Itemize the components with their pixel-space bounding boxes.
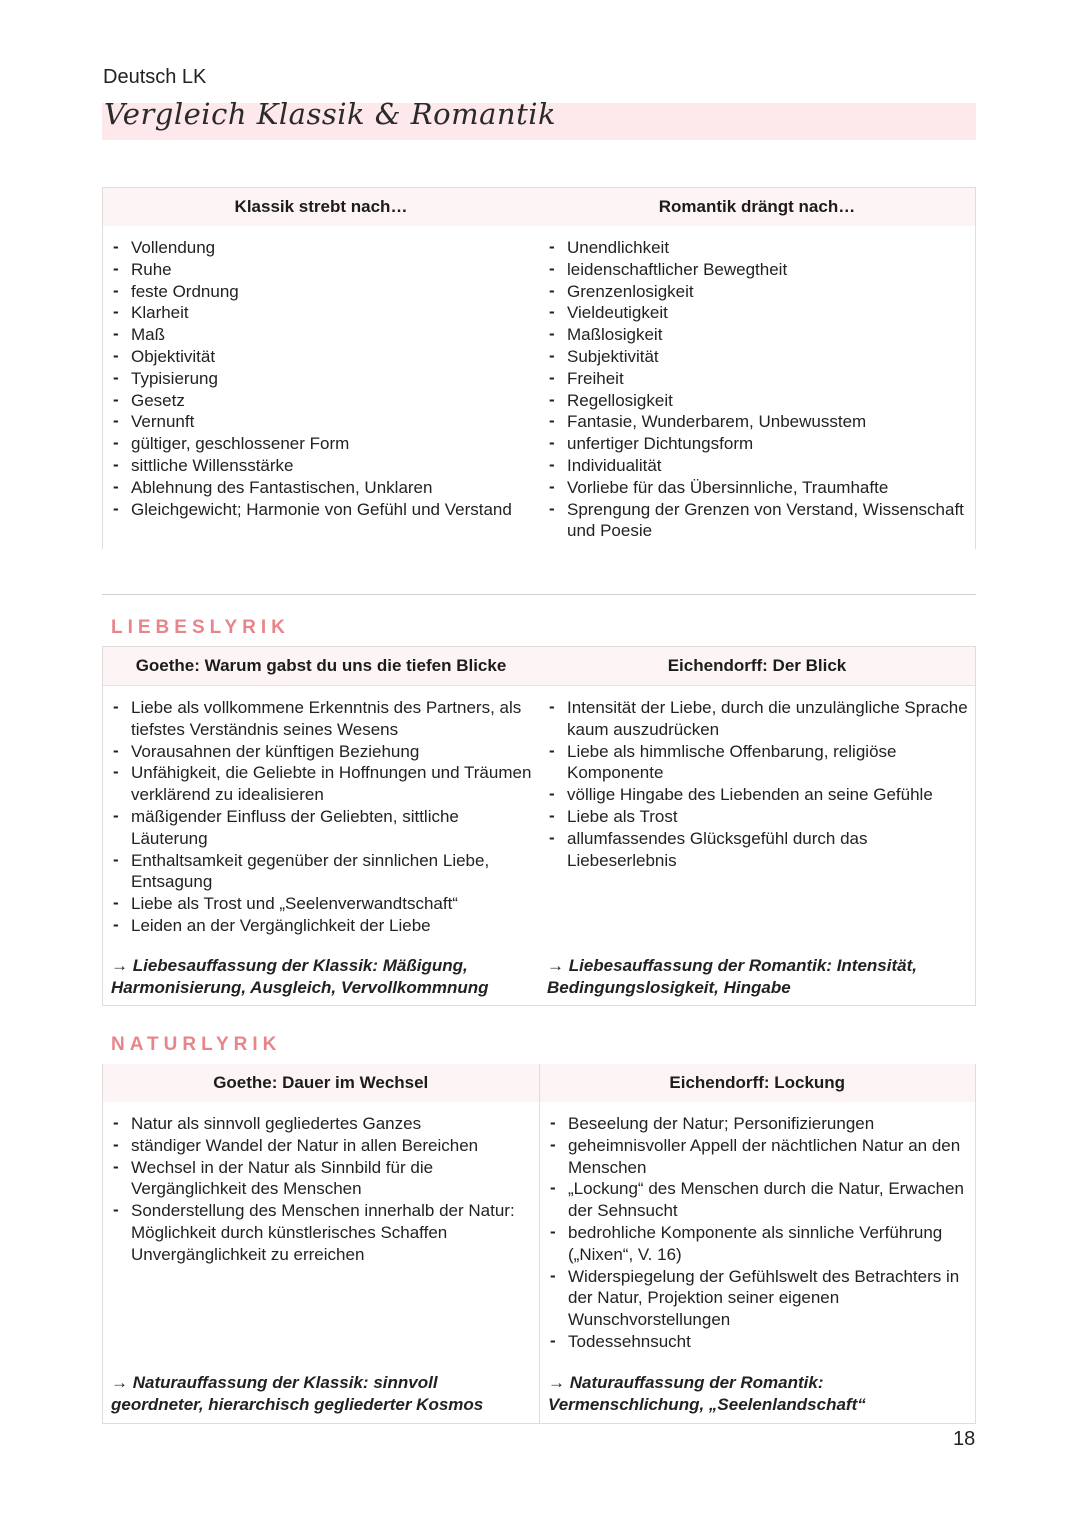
list-item: - geheimnisvoller Appell der nächtlichen Natur an den Menschen	[548, 1135, 969, 1179]
naturlyrik-header	[103, 1064, 975, 1102]
list-item: - leidenschaftlicher Bewegtheit	[547, 259, 969, 281]
liebeslyrik-title: LIEBESLYRIK	[111, 617, 290, 638]
romantik-natur-summary: → Naturauffassung der Romantik: Vermenschlichung, „Seelenlandschaft“	[548, 1373, 866, 1414]
goethe-blicke-list	[111, 697, 533, 937]
list-item: - völlige Hingabe des Liebenden an seine Gefühle	[547, 784, 969, 806]
course-label: Deutsch LK	[103, 66, 207, 88]
naturlyrik-title: NATURLYRIK	[111, 1034, 282, 1055]
list-item: - Unfähigkeit, die Geliebte in Hoffnungen und Träumen verklärend zu idealisieren	[111, 762, 533, 806]
list-item: - Gesetz	[111, 390, 533, 412]
comparison-header	[103, 188, 975, 226]
list-item: - Vorliebe für das Übersinnliche, Traumhafte	[547, 477, 969, 499]
klassik-natur-summary: → Naturauffassung der Klassik: sinnvoll geordneter, hierarchisch gegliederter Kosmos	[111, 1373, 484, 1414]
romantik-heading: Romantik drängt nach…	[658, 197, 856, 216]
klassik-list	[111, 237, 533, 520]
list-item: - Fantasie, Wunderbarem, Unbewusstem	[547, 411, 969, 433]
list-item: - Unendlichkeit	[547, 237, 969, 259]
list-item: - Ruhe	[111, 259, 533, 281]
list-item: - Vernunft	[111, 411, 533, 433]
list-item: - Regellosigkeit	[547, 390, 969, 412]
list-item: - Wechsel in der Natur als Sinnbild für die Vergänglichkeit des Menschen	[111, 1157, 533, 1201]
list-item: - Gleichgewicht; Harmonie von Gefühl und Verstand	[111, 499, 533, 521]
list-item: - Intensität der Liebe, durch die unzulängliche Sprache kaum auszudrücken	[547, 697, 969, 741]
klassik-heading: Klassik strebt nach…	[234, 197, 408, 216]
list-item: - Liebe als Trost und „Seelenverwandtschaft“	[111, 893, 533, 915]
list-item: - Vorausahnen der künftigen Beziehung	[111, 741, 533, 763]
list-item: - feste Ordnung	[111, 281, 533, 303]
list-item: - Maß	[111, 324, 533, 346]
liebeslyrik-table	[102, 646, 976, 1006]
list-item: - Beseelung der Natur; Personifizierungen	[548, 1113, 969, 1135]
list-item: - mäßigender Einfluss der Geliebten, sittliche Läuterung	[111, 806, 533, 850]
list-item: - Vieldeutigkeit	[547, 302, 969, 324]
list-item: - gültiger, geschlossener Form	[111, 433, 533, 455]
list-item: - unfertiger Dichtungsform	[547, 433, 969, 455]
list-item: - Grenzenlosigkeit	[547, 281, 969, 303]
list-item: - Natur als sinnvoll gegliedertes Ganzes	[111, 1113, 533, 1135]
list-item: - Liebe als Trost	[547, 806, 969, 828]
eichendorff-lockung-column	[539, 1102, 975, 1423]
list-item: - Freiheit	[547, 368, 969, 390]
list-item: - Todessehnsucht	[548, 1331, 969, 1353]
section-divider	[102, 594, 976, 595]
eichendorff-lockung-list	[548, 1113, 969, 1353]
list-item: - Widerspiegelung der Gefühlswelt des Betrachters in der Natur, Projektion seiner eigenen Wunschvorstellungen	[548, 1266, 969, 1331]
list-item: - Maßlosigkeit	[547, 324, 969, 346]
list-item: - Objektivität	[111, 346, 533, 368]
page-number: 18	[953, 1428, 976, 1450]
romantik-list	[547, 237, 969, 542]
list-item: - Enthaltsamkeit gegenüber der sinnlichen Liebe, Entsagung	[111, 850, 533, 894]
list-item: - allumfassendes Glücksgefühl durch das Liebeserlebnis	[547, 828, 969, 872]
list-item: - Individualität	[547, 455, 969, 477]
list-item: - ständiger Wandel der Natur in allen Bereichen	[111, 1135, 533, 1157]
list-item: - sittliche Willensstärke	[111, 455, 533, 477]
romantik-column	[539, 226, 975, 542]
list-item: - Klarheit	[111, 302, 533, 324]
list-item: - Sonderstellung des Menschen innerhalb der Natur: Möglichkeit durch künstlerisches Schaffen Unvergänglichkeit zu erreichen	[111, 1200, 533, 1265]
list-item: - Subjektivität	[547, 346, 969, 368]
list-item: - Liebe als himmlische Offenbarung, religiöse Komponente	[547, 741, 969, 785]
liebeslyrik-header	[103, 647, 975, 686]
list-item: - bedrohliche Komponente als sinnliche Verführung („Nixen“, V. 16)	[548, 1222, 969, 1266]
goethe-blicke-column	[103, 686, 539, 1006]
list-item: - „Lockung“ des Menschen durch die Natur, Erwachen der Sehnsucht	[548, 1178, 969, 1222]
page-title: Vergleich Klassik & Romantik	[104, 97, 557, 131]
goethe-dauer-column	[103, 1102, 539, 1423]
eichendorff-lockung-heading: Eichendorff: Lockung	[539, 1064, 976, 1102]
goethe-dauer-list	[111, 1113, 533, 1266]
list-item: - Vollendung	[111, 237, 533, 259]
klassik-liebe-summary: → Liebesauffassung der Klassik: Mäßigung, Harmonisierung, Ausgleich, Vervollkommnung	[111, 956, 489, 997]
eichendorff-blick-heading: Eichendorff: Der Blick	[667, 656, 847, 675]
list-item: - Liebe als vollkommene Erkenntnis des Partners, als tiefstes Verständnis seines Wesens	[111, 697, 533, 741]
eichendorff-blick-list	[547, 697, 969, 871]
naturlyrik-table	[102, 1064, 976, 1424]
list-item: - Ablehnung des Fantastischen, Unklaren	[111, 477, 533, 499]
klassik-column	[103, 226, 539, 542]
goethe-dauer-heading: Goethe: Dauer im Wechsel	[213, 1073, 429, 1092]
goethe-blicke-heading: Goethe: Warum gabst du uns die tiefen Blicke	[135, 656, 507, 675]
list-item: - Leiden an der Vergänglichkeit der Liebe	[111, 915, 533, 937]
list-item: - Typisierung	[111, 368, 533, 390]
eichendorff-blick-column	[539, 686, 975, 1006]
romantik-liebe-summary: → Liebesauffassung der Romantik: Intensität, Bedingungslosigkeit, Hingabe	[547, 956, 917, 997]
list-item: - Sprengung der Grenzen von Verstand, Wissenschaft und Poesie	[547, 499, 969, 543]
comparison-table	[102, 187, 976, 549]
